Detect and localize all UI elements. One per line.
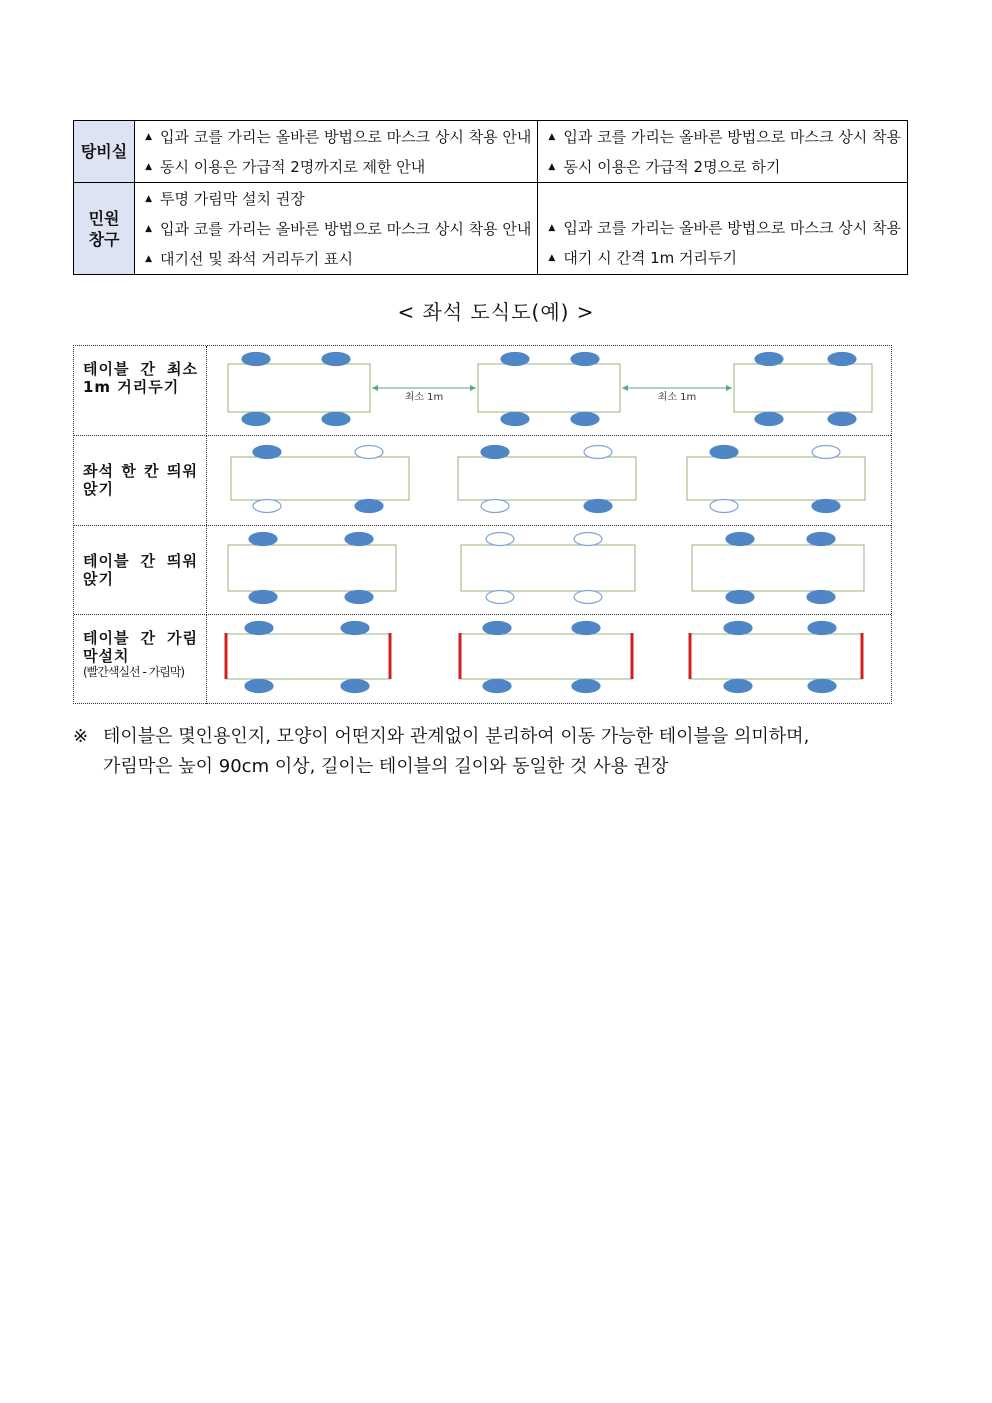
row-canvas <box>208 615 891 704</box>
list-item-text: 입과 코를 가리는 올바른 방법으로 마스크 상시 착용 <box>563 127 901 146</box>
empty-seat <box>486 533 514 546</box>
occupied-seat <box>253 446 281 459</box>
list-item <box>548 152 901 182</box>
occupied-seat <box>249 591 277 604</box>
guideline-table <box>73 120 908 275</box>
occupied-seat <box>724 622 752 635</box>
occupied-seat <box>571 353 599 366</box>
empty-seat <box>584 446 612 459</box>
occupied-seat <box>812 500 840 513</box>
arrow-head-icon <box>372 385 378 391</box>
small-triangle-icon: ▲ <box>145 193 152 204</box>
diagram-row-partition <box>74 614 891 704</box>
list-item <box>145 244 531 274</box>
small-triangle-icon: ▲ <box>145 131 152 142</box>
occupied-seat <box>808 622 836 635</box>
occupied-seat <box>807 591 835 604</box>
arrow-head-icon <box>726 385 732 391</box>
occupied-seat <box>245 622 273 635</box>
table-row <box>74 183 908 275</box>
occupied-seat <box>242 413 270 426</box>
small-triangle-icon: ▲ <box>145 161 152 172</box>
occupied-seat <box>483 680 511 693</box>
row-canvas <box>208 436 891 525</box>
occupied-seat <box>828 413 856 426</box>
table <box>461 545 635 591</box>
occupied-seat <box>355 500 383 513</box>
skip-seat-diagram <box>208 436 891 525</box>
list-item <box>548 213 901 243</box>
empty-seat <box>710 500 738 513</box>
occupied-seat <box>755 353 783 366</box>
occupied-seat <box>724 680 752 693</box>
table <box>228 364 370 412</box>
guide-left-cell <box>135 121 538 183</box>
occupied-seat <box>726 591 754 604</box>
empty-seat <box>574 591 602 604</box>
list-item-text: 동시 이용은 가급적 2명까지로 제한 안내 <box>159 157 426 176</box>
row-label-text: 테이블 간 가림막설치 <box>83 629 198 665</box>
row-canvas <box>208 346 891 436</box>
occupied-seat <box>571 413 599 426</box>
occupied-seat <box>828 353 856 366</box>
small-triangle-icon: ▲ <box>548 161 556 172</box>
table <box>687 457 865 500</box>
list-item <box>548 122 901 152</box>
occupied-seat <box>501 353 529 366</box>
row-label <box>74 615 207 704</box>
row-canvas <box>208 526 891 615</box>
empty-seat <box>574 533 602 546</box>
empty-seat <box>253 500 281 513</box>
footnote <box>73 722 923 782</box>
place-label: 탕비실 <box>80 142 128 161</box>
list-item-text: 입과 코를 가리는 올바른 방법으로 마스크 상시 착용 안내 <box>159 127 532 146</box>
occupied-seat <box>322 353 350 366</box>
empty-seat <box>486 591 514 604</box>
row-label-text: 테이블 간 띄워 앉기 <box>83 552 198 588</box>
empty-seat <box>812 446 840 459</box>
occupied-seat <box>710 446 738 459</box>
occupied-seat <box>584 500 612 513</box>
footnote-line <box>73 722 923 752</box>
place-label: 창구 <box>88 229 120 249</box>
row-label-sub: (빨간색실선 - 가림막) <box>83 665 185 679</box>
table <box>478 364 620 412</box>
guide-right-cell <box>538 183 908 275</box>
list-item-text: 대기선 및 좌석 거리두기 표시 <box>159 249 353 268</box>
empty-seat <box>355 446 383 459</box>
place-cell <box>74 183 135 275</box>
list-item <box>548 243 901 273</box>
distance-label: 최소 1m <box>404 392 444 403</box>
occupied-seat <box>345 591 373 604</box>
table <box>228 545 396 591</box>
list-item-text: 투명 가림막 설치 권장 <box>159 189 305 208</box>
occupied-seat <box>341 622 369 635</box>
occupied-seat <box>726 533 754 546</box>
empty-seat <box>481 500 509 513</box>
footnote-text: 테이블은 몇인용인지, 모양이 어떤지와 관계없이 분리하여 이동 가능한 테이블을 의미하며, <box>103 726 810 747</box>
footnote-line <box>73 752 923 782</box>
row-label-text: 테이블 간 최소 1m 거리두기 <box>83 360 198 396</box>
guide-right-cell <box>538 121 908 183</box>
table <box>460 634 632 679</box>
small-triangle-icon: ▲ <box>145 223 152 234</box>
row-label <box>74 526 207 615</box>
list-item-text: 대기 시 간격 1m 거리두기 <box>563 248 737 267</box>
guide-left-cell <box>135 183 538 275</box>
small-triangle-icon: ▲ <box>548 131 556 142</box>
occupied-seat <box>242 353 270 366</box>
list-item <box>145 122 531 152</box>
table <box>692 545 864 591</box>
table <box>226 634 390 679</box>
list-item-text: 동시 이용은 가급적 2명으로 하기 <box>563 157 781 176</box>
row-label-text: 좌석 한 칸 띄워 앉기 <box>83 462 198 498</box>
list-item <box>145 214 531 244</box>
row-label <box>74 436 207 525</box>
arrow-head-icon <box>622 385 628 391</box>
place-cell <box>74 121 135 183</box>
row-label <box>74 346 207 436</box>
occupied-seat <box>341 680 369 693</box>
list-item <box>145 184 531 214</box>
occupied-seat <box>572 680 600 693</box>
table <box>458 457 636 500</box>
partition-diagram <box>208 615 891 704</box>
table <box>690 634 862 679</box>
small-triangle-icon: ▲ <box>548 252 556 263</box>
small-triangle-icon: ▲ <box>145 253 152 264</box>
occupied-seat <box>345 533 373 546</box>
distance-label: 최소 1m <box>657 392 697 403</box>
table <box>734 364 872 412</box>
occupied-seat <box>322 413 350 426</box>
table <box>231 457 409 500</box>
diagram-row-skip-table <box>74 525 891 615</box>
small-triangle-icon: ▲ <box>548 222 556 233</box>
list-item-text: 입과 코를 가리는 올바른 방법으로 마스크 상시 착용 안내 <box>159 219 532 238</box>
occupied-seat <box>807 533 835 546</box>
footnote-text: 가림막은 높이 90cm 이상, 길이는 테이블의 길이와 동일한 것 사용 권장 <box>103 756 669 777</box>
table-row <box>74 121 908 183</box>
arrow-head-icon <box>470 385 476 391</box>
occupied-seat <box>483 622 511 635</box>
skip-table-diagram <box>208 526 891 615</box>
occupied-seat <box>481 446 509 459</box>
occupied-seat <box>245 680 273 693</box>
diagram-title: < 좌석 도식도(예) > <box>397 300 595 324</box>
occupied-seat <box>249 533 277 546</box>
list-item-text: 입과 코를 가리는 올바른 방법으로 마스크 상시 착용 <box>563 218 901 237</box>
distance-diagram <box>208 346 891 435</box>
occupied-seat <box>808 680 836 693</box>
occupied-seat <box>501 413 529 426</box>
occupied-seat <box>755 413 783 426</box>
diagram-row-skip-seat <box>74 435 891 525</box>
place-label: 민원 <box>88 208 120 228</box>
reference-mark: ※ <box>73 726 89 747</box>
list-item <box>145 152 531 182</box>
diagram-row-distance <box>74 346 891 436</box>
occupied-seat <box>572 622 600 635</box>
seating-diagram <box>73 345 892 704</box>
